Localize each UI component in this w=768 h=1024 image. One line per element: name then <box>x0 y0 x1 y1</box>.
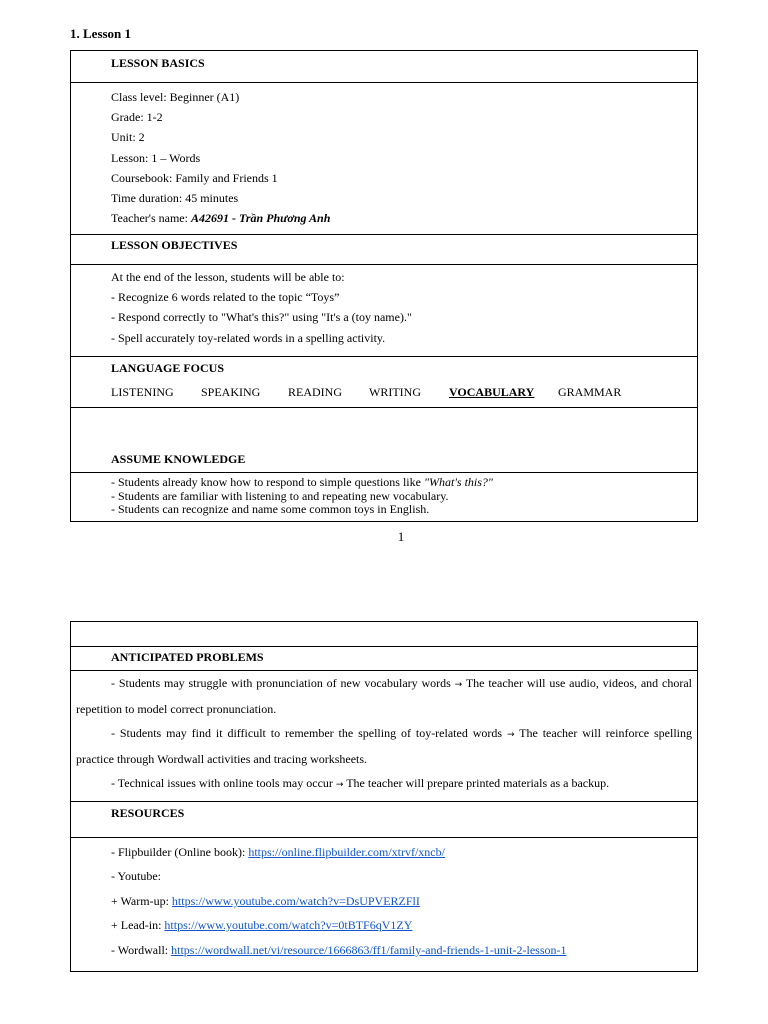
anticipated-title: ANTICIPATED PROBLEMS <box>111 650 264 664</box>
arrow-icon: → <box>454 680 463 690</box>
basics-line: Coursebook: Family and Friends 1 <box>111 170 278 185</box>
arrow-icon: → <box>335 780 344 790</box>
assume-knowledge-title-row <box>71 408 697 473</box>
resource-youtube: - Youtube: <box>111 869 162 884</box>
language-focus-row <box>71 357 697 408</box>
teacher-label: Teacher's name: <box>111 211 191 226</box>
language-focus-skills <box>111 385 691 403</box>
objectives-title-row <box>71 235 697 265</box>
basics-line: Grade: 1-2 <box>111 110 163 125</box>
empty-row <box>71 622 697 647</box>
problem-solution: The teacher will prepare printed materials as a backup. <box>343 776 610 790</box>
lesson-plan-table-continued <box>70 621 698 972</box>
basics-title-row <box>71 51 697 83</box>
knowledge-line <box>71 476 697 490</box>
teacher-line <box>71 208 697 228</box>
language-focus-title: LANGUAGE FOCUS <box>111 361 225 375</box>
skill-reading: READING <box>288 385 342 399</box>
objective-line: - Spell accurately toy-related words in a spelling activity. <box>111 330 386 345</box>
basics-line: Class level: Beginner (A1) <box>111 90 240 104</box>
resource-leadin <box>71 913 697 937</box>
problem-text: - Technical issues with online tools may occur <box>111 776 336 790</box>
skill-speaking: SPEAKING <box>201 385 261 399</box>
objectives-title: LESSON OBJECTIVES <box>111 238 238 252</box>
resource-label: + Warm-up: <box>111 893 172 908</box>
problem-paragraph <box>71 771 697 797</box>
wordwall-link[interactable]: https://wordwall.net/vi/resource/1666863/ff1/family-and-friends-1-unit-2-lesson-1 <box>171 942 567 957</box>
resource-flipbuilder <box>71 840 697 864</box>
resources-content <box>71 838 697 962</box>
problem-text: - Students may find it difficult to remember the spelling of toy-related words <box>111 726 507 740</box>
knowledge-text: - Students already know how to respond to simple questions like <box>111 475 424 489</box>
objective-line: - Respond correctly to "What's this?" using "It's a (toy name)." <box>111 310 412 325</box>
basics-title: LESSON BASICS <box>111 56 205 70</box>
problem-solution: The teacher will use audio, videos, and choral repetition to model correct pronunciation. <box>76 676 692 716</box>
basics-line: Lesson: 1 – Words <box>111 150 201 165</box>
page-number: 1 <box>397 529 405 544</box>
assume-knowledge-content <box>71 473 697 517</box>
anticipated-content <box>71 671 697 802</box>
problem-paragraph <box>71 721 697 771</box>
resources-title-row <box>71 802 697 838</box>
anticipated-title-row <box>71 647 697 671</box>
skill-listening: LISTENING <box>111 385 174 399</box>
resource-warmup <box>71 889 697 913</box>
problem-paragraph <box>71 671 697 721</box>
resource-label: - Flipbuilder (Online book): <box>111 845 249 859</box>
skill-vocabulary-selected: VOCABULARY <box>449 385 535 399</box>
flipbuilder-link[interactable]: https://online.flipbuilder.com/xtrvf/xncb/ <box>248 845 445 859</box>
warmup-link[interactable]: https://www.youtube.com/watch?v=DsUPVERZFlI <box>171 893 420 908</box>
resources-title: RESOURCES <box>111 806 185 820</box>
problem-text: - Students may struggle with pronunciation of new vocabulary words <box>111 676 455 690</box>
skill-writing: WRITING <box>369 385 421 399</box>
knowledge-line: - Students can recognize and name some common toys in English. <box>111 502 430 516</box>
skill-grammar: GRAMMAR <box>558 385 622 399</box>
objectives-content <box>71 265 697 357</box>
basics-line: Time duration: 45 minutes <box>111 191 239 206</box>
basics-line: Unit: 2 <box>111 130 145 145</box>
document-heading: 1. Lesson 1 <box>70 26 132 41</box>
resource-label: + Lead-in: <box>111 918 165 933</box>
knowledge-line: - Students are familiar with listening to and repeating new vocabulary. <box>111 488 449 503</box>
knowledge-quote: "What's this?" <box>423 475 493 489</box>
objective-line: At the end of the lesson, students will be able to: <box>111 270 345 284</box>
assume-knowledge-title: ASSUME KNOWLEDGE <box>111 452 246 466</box>
basics-content <box>71 83 697 235</box>
arrow-icon: → <box>506 730 515 740</box>
objective-line: - Recognize 6 words related to the topic “Toys” <box>111 290 340 305</box>
teacher-name: A42691 - Trần Phương Anh <box>190 211 331 226</box>
leadin-link[interactable]: https://www.youtube.com/watch?v=0tBTF6qV1ZY <box>164 918 413 933</box>
lesson-plan-table <box>70 50 698 522</box>
problem-solution: The teacher will reinforce spelling practice through Wordwall activities and tracing worksheets. <box>76 726 692 766</box>
resource-wordwall <box>71 938 697 962</box>
resource-label: - Wordwall: <box>111 942 172 957</box>
